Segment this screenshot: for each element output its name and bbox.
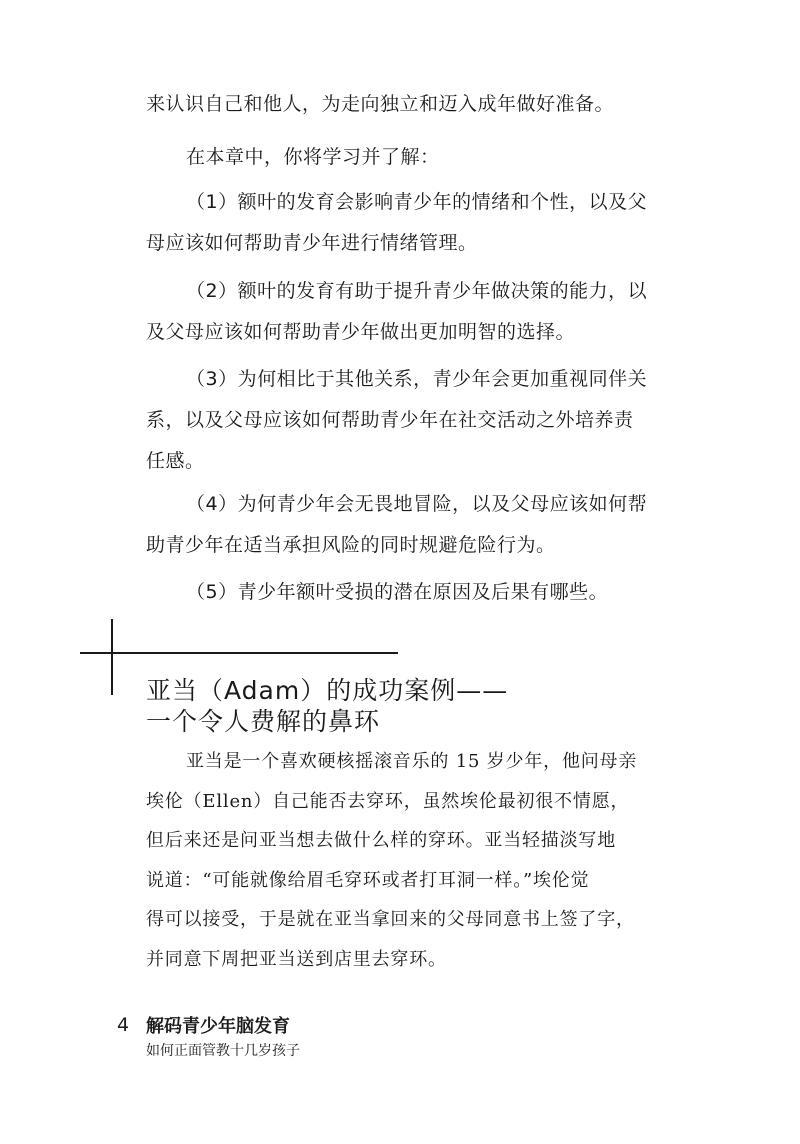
running-book-subtitle: 如何正面管教十几岁孩子 [146, 1043, 300, 1059]
story-line-4: 说道：“可能就像给眉毛穿环或者打耳洞一样。”埃伦觉 [146, 869, 590, 891]
intro-line: 来认识自己和他人，为走向独立和迈入成年做好准备。 [146, 93, 615, 115]
section-title-line-1: 亚当（Adam）的成功案例—— [146, 676, 509, 705]
point-4 [146, 484, 666, 566]
point-3-line-2: 系，以及父母应该如何帮助青少年在社交活动之外培养责 [146, 409, 634, 431]
chapter-intro-paragraph [146, 137, 666, 178]
story-line-6: 并同意下周把亚当送到店里去穿环。 [146, 948, 447, 970]
point-1-line-1: （1）额叶的发育会影响青少年的情绪和个性，以及父 [186, 191, 648, 213]
running-book-title: 解码青少年脑发育 [146, 1016, 290, 1037]
story-line-5: 得可以接受，于是就在亚当拿回来的父母同意书上签了字， [146, 909, 635, 930]
story-line-3: 但后来还是问亚当想去做什么样的穿环。亚当轻描淡写地 [146, 830, 616, 851]
point-3-line-1: （3）为何相比于其他关系，青少年会更加重视同伴关 [186, 368, 648, 390]
section-title-line-2: 一个令人费解的鼻环 [146, 707, 381, 736]
intro-paragraph [146, 84, 666, 125]
section-horizontal-rule [80, 652, 398, 654]
chapter-intro-line: 在本章中，你将学习并了解： [186, 146, 440, 168]
story-line-1: 亚当是一个喜欢硬核摇滚音乐的 15 岁少年，他问母亲 [186, 751, 638, 772]
point-2-line-2: 及父母应该如何帮助青少年做出更加明智的选择。 [146, 321, 576, 343]
section-vertical-rule [111, 619, 113, 695]
point-2-line-1: （2）额叶的发育有助于提升青少年做决策的能力，以 [186, 280, 648, 302]
point-4-line-2: 助青少年在适当承担风险的同时规避危险行为。 [146, 534, 556, 556]
page-number: 4 [117, 1014, 130, 1036]
story-paragraph [146, 742, 666, 979]
point-1-line-2: 母应该如何帮助青少年进行情绪管理。 [146, 232, 478, 254]
point-4-line-1: （4）为何青少年会无畏地冒险，以及父母应该如何帮 [186, 493, 648, 515]
story-line-2: 埃伦（Ellen）自己能否去穿环，虽然埃伦最初很不情愿， [146, 790, 630, 812]
point-5-line-1: （5）青少年额叶受损的潜在原因及后果有哪些。 [186, 581, 609, 603]
point-3 [146, 359, 666, 482]
section-title [146, 675, 508, 737]
point-5 [146, 572, 666, 613]
point-1 [146, 182, 666, 264]
point-2 [146, 271, 666, 353]
point-3-line-3: 任感。 [146, 450, 205, 472]
